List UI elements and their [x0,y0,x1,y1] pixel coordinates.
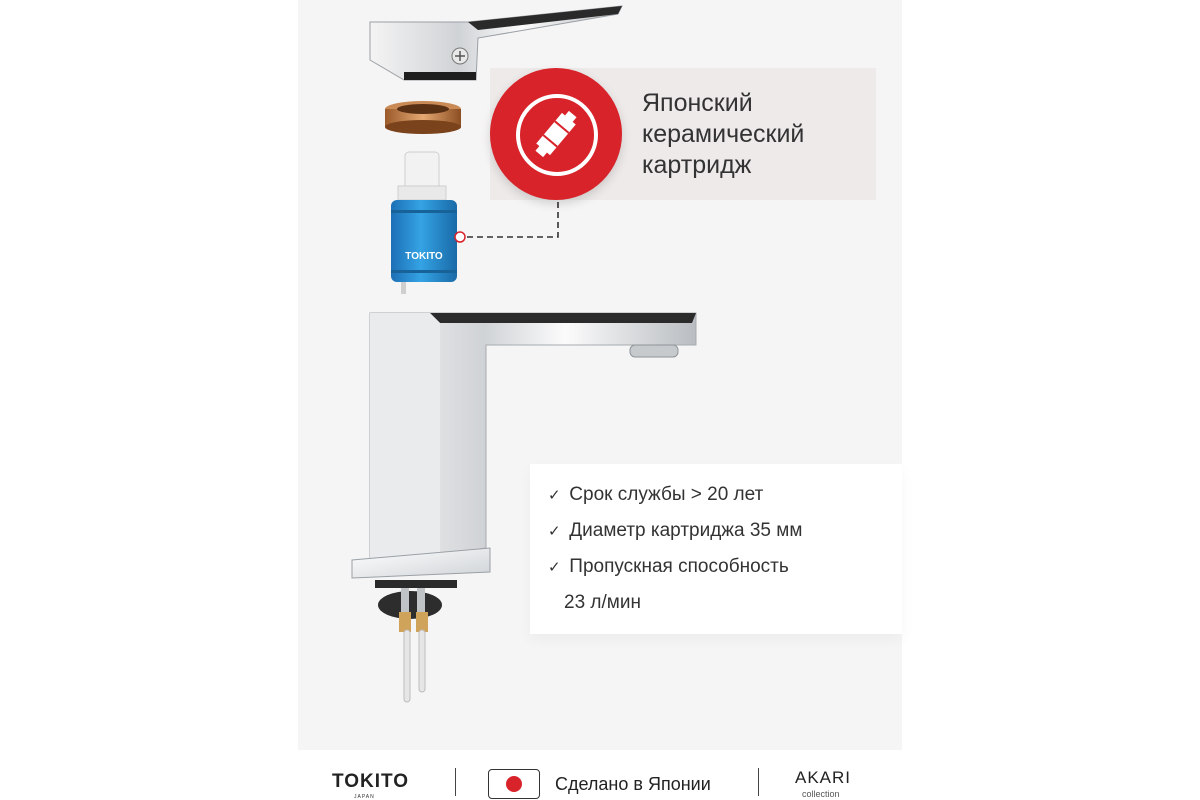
made-in-label: Сделано в Японии [555,774,711,794]
feature-throughput-value: 23 л/мин [564,592,641,613]
brand-logo-sub: JAPAN [354,794,375,800]
feature-throughput: ✓ Пропускная способность [548,556,789,577]
japan-flag-icon [488,769,540,799]
footer-bar [298,750,902,800]
brand-logo: TOKITO [332,771,410,792]
svg-text:TOKITO: TOKITO [405,251,443,262]
divider [455,768,456,796]
feature-service-life: ✓ Срок службы > 20 лет [548,484,764,505]
check-icon: ✓ [548,559,561,576]
cartridge-callout-title: Японский керамический картридж [642,89,805,179]
mounting-kit [375,580,457,702]
features-card [530,464,902,634]
feature-cartridge-diameter: ✓ Диаметр картриджа 35 мм [548,520,803,541]
check-icon: ✓ [548,487,561,504]
brass-nut [385,101,461,134]
check-icon: ✓ [548,523,561,540]
divider [758,768,759,796]
callout-connector [455,200,558,242]
collection-name: AKARI [795,768,852,787]
ceramic-cartridge [391,152,457,294]
ceramic-cartridge-icon [490,68,622,200]
collection-sub: collection [802,789,840,799]
